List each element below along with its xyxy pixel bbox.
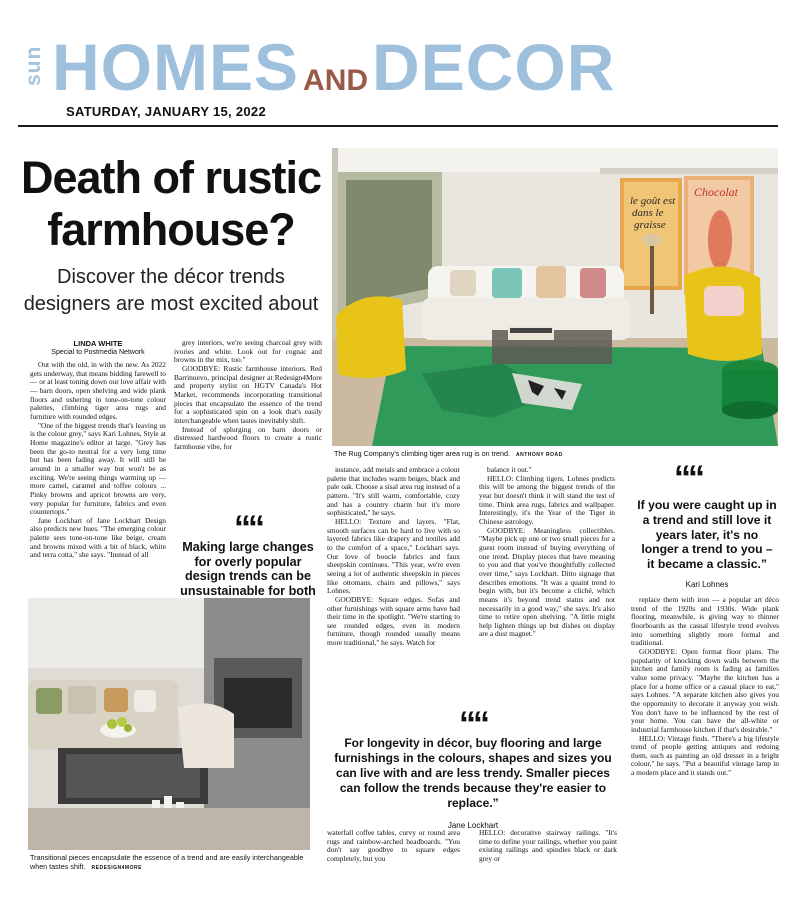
body-column-1 xyxy=(30,361,166,583)
body-paragraph: balance it out." xyxy=(487,466,532,474)
body-paragraph: GOODBYE: Open format floor plans. The popularity of knocking down walls between the kitchen and family room is fading as families value some privacy. "Maybe the kitchen has a place for a home office or a casual place to eat," says Lohnes. "A separate kitchen also gives you the opportunity to decorate it anyway you wish. You don't have to be influenced by the rest of your home. You can have the all-white or industrial farmhouse kitchen if that's desirable." xyxy=(631,646,779,734)
author-name: LINDA WHITE xyxy=(73,339,123,348)
transitional-room-illustration xyxy=(28,598,310,850)
body-paragraph: HELLO: decorative stairway railings. "It's time to define your railings, whether you paint existing railings and spindles black or dark grey or xyxy=(479,829,617,863)
quote-mark-icon: ““ xyxy=(459,705,487,743)
body-column-2 xyxy=(174,339,322,499)
poster-left-text: le goût est xyxy=(630,195,676,207)
second-photo-caption xyxy=(30,853,318,873)
body-paragraph: GOODBYE: Meaningless collectibles. "Maybe pick up one or two small pieces for a guest room instead of buying everything of one trend. Display pieces that have meaning to you and that you've thoughtfully collected over time," says Lockhart. Ditto signage that describes emotions. "It was a quaint trend to begin with, but it's become a cliché, which means it's beyond trend status and not necessarily in a good way," she says. It's also time to retire open shelving. "A little might help lighten things up but dishes on display are a dust magnet." xyxy=(479,525,615,639)
body-paragraph: HELLO: Climbing tigers. Lohnes predicts this will be among the biggest trends of the year but doesn't think it will stand the test of time. Think area rugs, fabrics and wallpaper. Interestingly, it's the Year of the Tiger in Chinese astrology. xyxy=(479,473,615,526)
quote-mark-icon: ““ xyxy=(234,509,262,547)
dateline: SATURDAY, JANUARY 15, 2022 xyxy=(66,104,266,119)
main-photo-caption xyxy=(334,449,780,460)
body-paragraph: GOODBYE: Rustic farmhouse interiors. Red Barrinuevo, principal designer at Redesign4More and property stylist on HGTV Canada's Hot Market, recommends incorporating transitional pieces that encapsulate the essence of the trend for a sophisticated spin on a look that's easily interchangeable when tastes inevitably shift. xyxy=(174,363,322,425)
body-paragraph: "One of the biggest trends that's leaving us is the colour grey," says Kari Lohnes, Style at Home magazine's editor at large. "Grey has been the go-to neutral for a very long time but has been fading away. It will still be around in a smaller way but won't be as exciting. We're seeing things warming up — more camel, caramel and toffee colours ... Pinky browns and apricot browns are very, very popular for furniture, fabrics and even countertops." xyxy=(30,420,166,517)
pull-quote-lockhart xyxy=(322,705,624,830)
body-paragraph: HELLO: Vintage finds. "There's a big lifestyle trend of people getting antiques and redoing them, such as painting an old dresser in a bright colour," he says. "Put a beautiful vintage lamp in a modern place and it stands out." xyxy=(631,733,779,778)
masthead-rule xyxy=(18,125,778,127)
svg-text:graisse: graisse xyxy=(634,219,666,231)
body-paragraph: GOODBYE: Square edges. Sofas and other furnishings with square arms have had their time in the spotlight. "We're starting to see rounded edges, even in modern furniture, though rounded usually means more traditional," he says. Watch for xyxy=(327,594,460,648)
body-column-7 xyxy=(479,829,617,881)
caption-text: Transitional pieces encapsulate the essence of a trend and are easily interchangeable when tastes shift. xyxy=(30,853,304,871)
body-paragraph: Jane Lockhart of Jane Lockhart Design also predicts new hues. "The emerging colour palette sees tone-on-tone like beige, cream and browns mixed with a bit of black, white and terra cotta," she says. "Instead of all xyxy=(30,515,166,560)
headline xyxy=(18,152,324,256)
main-photo-living-room xyxy=(332,148,778,446)
author-affiliation: Special to Postmedia Network xyxy=(51,349,145,356)
living-room-illustration xyxy=(332,148,778,446)
headline-line-1: Death of rustic xyxy=(20,152,322,203)
svg-text:dans le: dans le xyxy=(632,207,664,219)
pull-quote-text: For longevity in décor, buy flooring and large furnishings in the colours, shapes and sizes you can live with and are less trendy. Smaller pieces can follow the trends because they're easier to replace.” xyxy=(334,736,612,810)
masthead-title-1: HOMES xyxy=(52,30,300,104)
body-paragraph: replace them with iron — a popular art déco trend of the 1920s and 1930s. Wide plank flooring, meanwhile, is giving way to thinner floorboards as the casual lifestyle trend evolves into something slightly more formal and traditional. xyxy=(631,596,779,648)
body-paragraph: HELLO: Texture and layers. "Flat, smooth surfaces can be hard to live with so layered fabrics like drapery and textiles add to the comfort of a space," Lockhart says. Our love of boucle fabrics and faux sheepskin continues. "This year, we're even seeing a lot of authentic sheepskin in pieces like ottomans, chairs and pillows," says Lohnes. xyxy=(327,516,460,596)
body-paragraph: grey interiors, we're seeing charcoal grey with ivories and white. Look out for cognac and browns in the mix, too." xyxy=(174,339,322,365)
deck-subhead: Discover the décor trends designers are most excited about xyxy=(23,266,319,315)
body-paragraph: Instead of splurging on barn doors or distressed hardwood floors to create a rustic farmhouse vibe, for xyxy=(174,424,322,451)
body-column-6 xyxy=(327,829,460,881)
pull-quote-lohnes xyxy=(636,459,778,589)
pull-quote-attribution: Kari Lohnes xyxy=(685,579,729,589)
photo-credit: REDESIGN4MORE xyxy=(91,865,142,871)
pull-quote-text: If you were caught up in a trend and still love it years later, it's no longer a trend to you – it became a classic.” xyxy=(637,498,777,572)
caption-text: The Rug Company's climbing tiger area rug is on trend. xyxy=(334,449,510,458)
poster-right-text: Chocolat xyxy=(694,185,738,199)
byline xyxy=(30,339,166,357)
headline-line-2: farmhouse? xyxy=(47,204,295,255)
body-column-5 xyxy=(631,596,779,894)
body-paragraph: waterfall coffee tables, curvy or round area rugs and rainbow-arched headboards. "You don't say goodbye to square edges completely, but you xyxy=(327,829,460,863)
masthead-title-2: DECOR xyxy=(372,30,616,104)
pull-quote-text: Making large changes for overly popular design trends can be unsustainable for both xyxy=(180,540,316,598)
body-paragraph: Out with the old, in with the new. As 2022 gets underway, that means bidding farewell to — or at least toning down our love affair with — barn doors, open shelving and wide plank floors and ushering in tone-on-tone colour palettes, climbing tiger area rugs and furniture with rounded edges. xyxy=(30,361,166,421)
photo-credit: ANTHONY ROAD xyxy=(515,452,563,458)
masthead-and: AND xyxy=(303,64,369,97)
pull-quote-attribution: Jane Lockhart xyxy=(447,821,499,830)
brand-logo: sun xyxy=(22,45,45,87)
quote-mark-icon: ““ xyxy=(674,459,702,497)
body-paragraph: instance, add metals and embrace a colour palette that includes warm beiges, black and pale oak. Choose a sisal area rug instead of a pattern. "It's still warm, comfortable, cozy and has a country charm but it's more sophisticated," he says. xyxy=(327,466,460,518)
second-photo-living-room xyxy=(28,598,310,850)
